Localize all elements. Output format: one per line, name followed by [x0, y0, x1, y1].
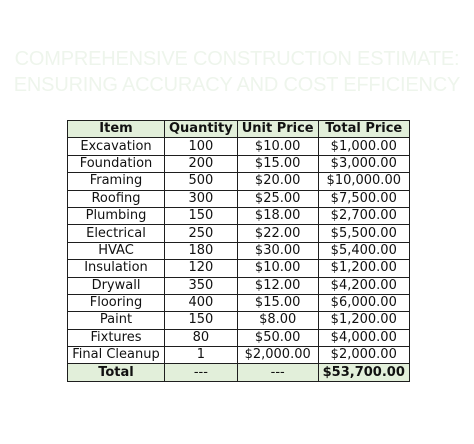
cell-quantity[interactable]: 180: [165, 242, 238, 259]
cell-item[interactable]: Flooring: [68, 294, 165, 311]
title-line-1: COMPREHENSIVE CONSTRUCTION ESTIMATE:: [14, 48, 460, 70]
cell-quantity[interactable]: 150: [165, 312, 238, 329]
cell-total-price[interactable]: $1,200.00: [318, 260, 409, 277]
cell-unit-price[interactable]: $15.00: [237, 294, 318, 311]
table-row: [68, 329, 410, 346]
cell-item[interactable]: Paint: [68, 312, 165, 329]
cell-quantity[interactable]: 120: [165, 260, 238, 277]
table-row: [68, 294, 410, 311]
cell-unit-price[interactable]: $2,000.00: [237, 347, 318, 364]
cell-unit-price[interactable]: $25.00: [237, 190, 318, 207]
table-row: [68, 312, 410, 329]
cell-total-price[interactable]: $2,700.00: [318, 207, 409, 224]
cell-quantity[interactable]: 500: [165, 173, 238, 190]
table-row: [68, 173, 410, 190]
estimate-table: [67, 120, 410, 382]
cell-quantity[interactable]: 400: [165, 294, 238, 311]
table-header-row: [68, 121, 410, 138]
cell-unit-price[interactable]: $22.00: [237, 225, 318, 242]
total-unit-price[interactable]: ---: [237, 364, 318, 381]
cell-total-price[interactable]: $1,000.00: [318, 138, 409, 155]
cell-unit-price[interactable]: $50.00: [237, 329, 318, 346]
cell-unit-price[interactable]: $12.00: [237, 277, 318, 294]
cell-total-price[interactable]: $10,000.00: [318, 173, 409, 190]
column-header-total-price[interactable]: Total Price: [318, 121, 409, 138]
cell-item[interactable]: Fixtures: [68, 329, 165, 346]
table-row: [68, 190, 410, 207]
cell-quantity[interactable]: 350: [165, 277, 238, 294]
cell-total-price[interactable]: $4,000.00: [318, 329, 409, 346]
table-row: [68, 207, 410, 224]
column-header-item[interactable]: Item: [68, 121, 165, 138]
cell-item[interactable]: Roofing: [68, 190, 165, 207]
cell-total-price[interactable]: $7,500.00: [318, 190, 409, 207]
cell-unit-price[interactable]: $18.00: [237, 207, 318, 224]
table-row: [68, 242, 410, 259]
column-header-quantity[interactable]: Quantity: [165, 121, 238, 138]
cell-item[interactable]: Insulation: [68, 260, 165, 277]
cell-total-price[interactable]: $6,000.00: [318, 294, 409, 311]
cell-total-price[interactable]: $4,200.00: [318, 277, 409, 294]
cell-unit-price[interactable]: $20.00: [237, 173, 318, 190]
cell-unit-price[interactable]: $10.00: [237, 138, 318, 155]
cell-total-price[interactable]: $3,000.00: [318, 155, 409, 172]
cell-item[interactable]: Plumbing: [68, 207, 165, 224]
cell-item[interactable]: Drywall: [68, 277, 165, 294]
cell-unit-price[interactable]: $10.00: [237, 260, 318, 277]
cell-total-price[interactable]: $1,200.00: [318, 312, 409, 329]
grand-total-value[interactable]: $53,700.00: [318, 364, 409, 381]
cell-unit-price[interactable]: $30.00: [237, 242, 318, 259]
cell-item[interactable]: Framing: [68, 173, 165, 190]
table-row: [68, 225, 410, 242]
cell-quantity[interactable]: 150: [165, 207, 238, 224]
total-quantity[interactable]: ---: [165, 364, 238, 381]
cell-total-price[interactable]: $2,000.00: [318, 347, 409, 364]
column-header-unit-price[interactable]: Unit Price: [237, 121, 318, 138]
cell-item[interactable]: Excavation: [68, 138, 165, 155]
cell-quantity[interactable]: 250: [165, 225, 238, 242]
table-row: [68, 138, 410, 155]
cell-item[interactable]: Foundation: [68, 155, 165, 172]
cell-total-price[interactable]: $5,400.00: [318, 242, 409, 259]
cell-quantity[interactable]: 200: [165, 155, 238, 172]
cell-unit-price[interactable]: $8.00: [237, 312, 318, 329]
total-row: [68, 364, 410, 381]
table-row: [68, 155, 410, 172]
cell-quantity[interactable]: 100: [165, 138, 238, 155]
cell-quantity[interactable]: 300: [165, 190, 238, 207]
page-title: [0, 46, 474, 98]
total-label[interactable]: Total: [68, 364, 165, 381]
table-row: [68, 260, 410, 277]
cell-item[interactable]: Electrical: [68, 225, 165, 242]
cell-total-price[interactable]: $5,500.00: [318, 225, 409, 242]
cell-unit-price[interactable]: $15.00: [237, 155, 318, 172]
cell-quantity[interactable]: 80: [165, 329, 238, 346]
table-row: [68, 277, 410, 294]
title-line-2: ENSURING ACCURACY AND COST EFFICIENCY: [13, 74, 461, 96]
cell-quantity[interactable]: 1: [165, 347, 238, 364]
cell-item[interactable]: Final Cleanup: [68, 347, 165, 364]
cell-item[interactable]: HVAC: [68, 242, 165, 259]
table-row: [68, 347, 410, 364]
